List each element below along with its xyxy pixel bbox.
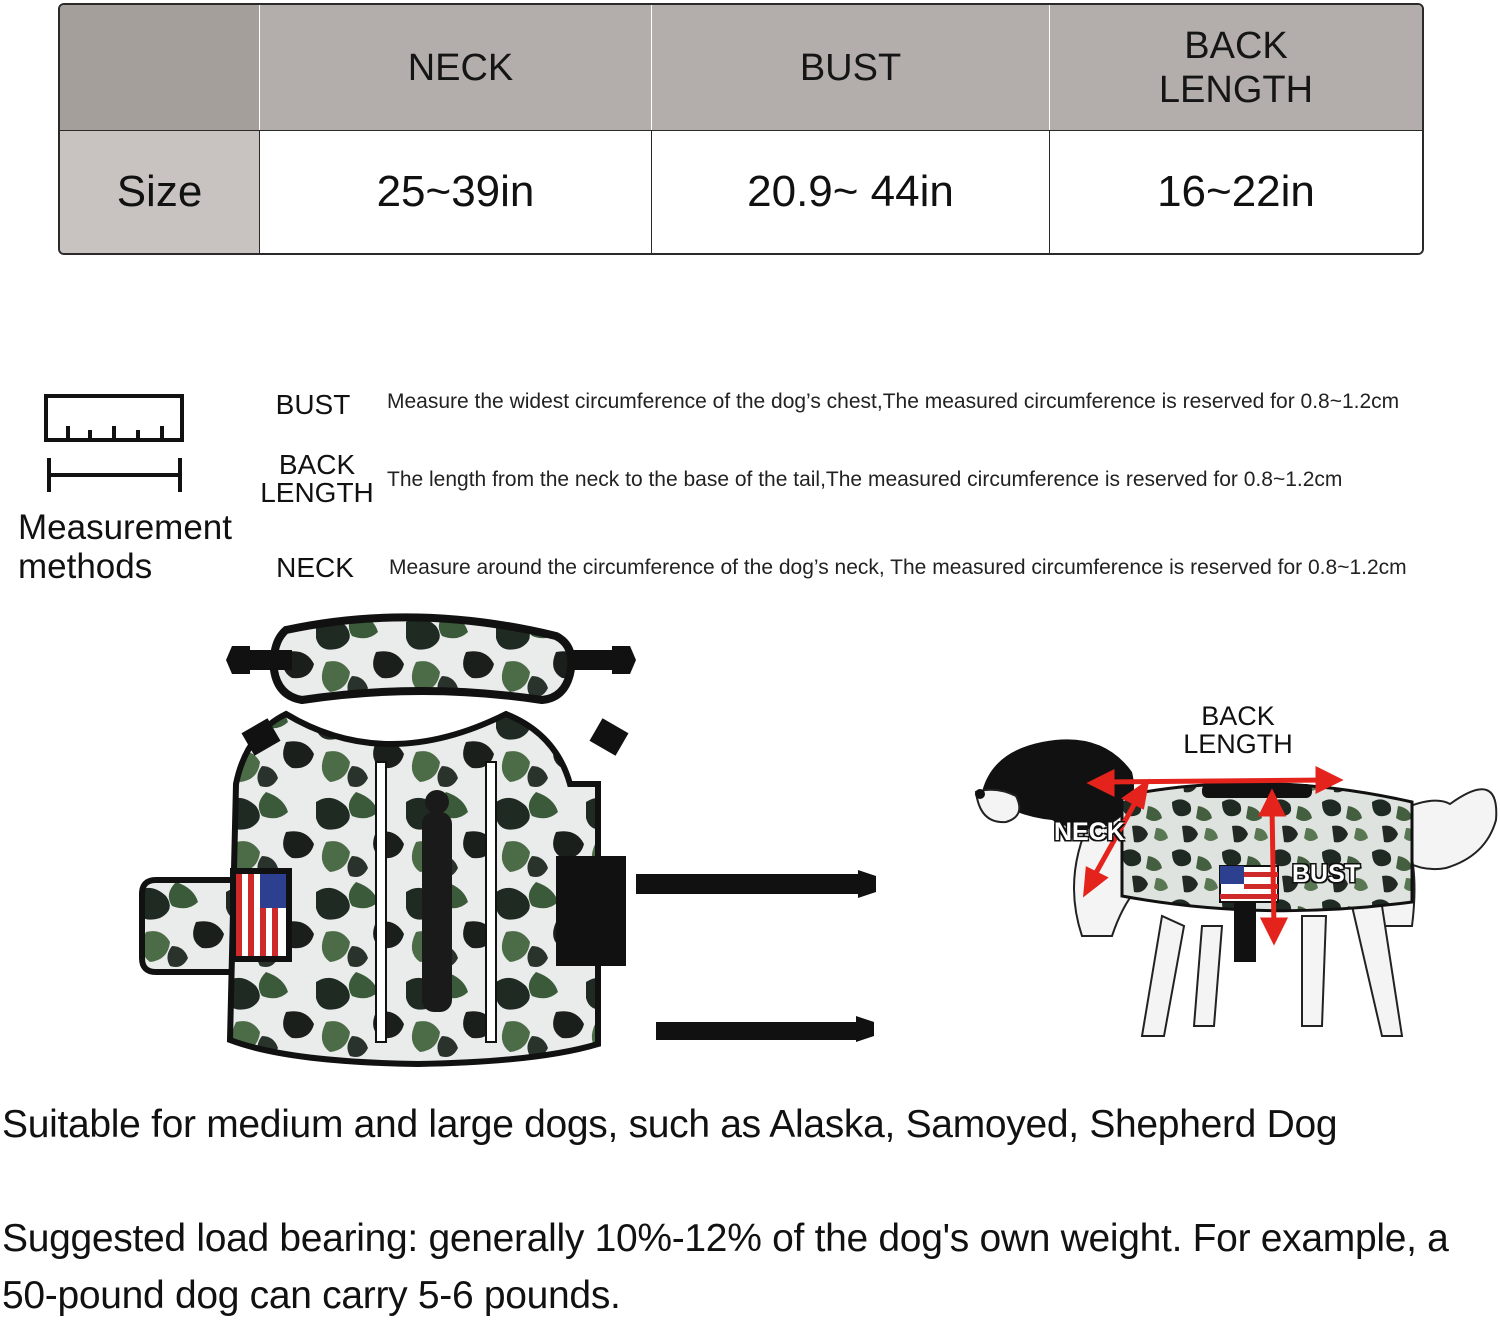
row-label-size: Size <box>60 130 259 253</box>
note-suitable: Suitable for medium and large dogs, such as Alaska, Samoyed, Shepherd Dog <box>2 1103 1338 1146</box>
dog-label-bust: BUST <box>1292 860 1361 888</box>
header-bust: BUST <box>651 5 1049 130</box>
measure-line-icon <box>49 458 180 492</box>
ruler-icon <box>44 394 186 498</box>
note-load: Suggested load bearing: generally 10%-12% of the dog's own weight. For example, a 50-pound dog can carry 5-6 pounds. <box>2 1217 1449 1317</box>
method-desc-neck: Measure around the circumference of the dog’s neck, The measured circumference is reserved for 0.8~1.2cm <box>389 556 1407 579</box>
method-term-neck: NECK <box>276 552 354 583</box>
vest-top-strap <box>226 617 636 700</box>
table-corner <box>60 5 259 130</box>
usa-flag-patch <box>230 868 292 962</box>
header-back-length-text: BACK LENGTH <box>1158 24 1314 111</box>
value-neck: 25~39in <box>259 130 651 253</box>
methods-title: Measurement methods <box>18 508 232 586</box>
value-bust: 20.9~ 44in <box>651 130 1049 253</box>
method-term-back-length: BACK LENGTH <box>260 449 374 508</box>
method-term-bust: BUST <box>275 389 351 420</box>
vest-image <box>136 612 886 1074</box>
value-back-length: 16~22in <box>1049 130 1422 253</box>
header-neck: NECK <box>259 5 651 130</box>
dog-label-neck: NECK <box>1054 818 1125 846</box>
header-back-length <box>1049 5 1422 130</box>
method-desc-back-length: The length from the neck to the base of the tail,The measured circumference is reserved for 0.8~1.2cm <box>387 468 1343 491</box>
dog-label-back-length: BACK LENGTH <box>1183 701 1293 759</box>
size-table <box>58 3 1424 255</box>
method-desc-bust: Measure the widest circumference of the dog’s chest,The measured circumference is reserved for 0.8~1.2cm <box>387 390 1400 413</box>
